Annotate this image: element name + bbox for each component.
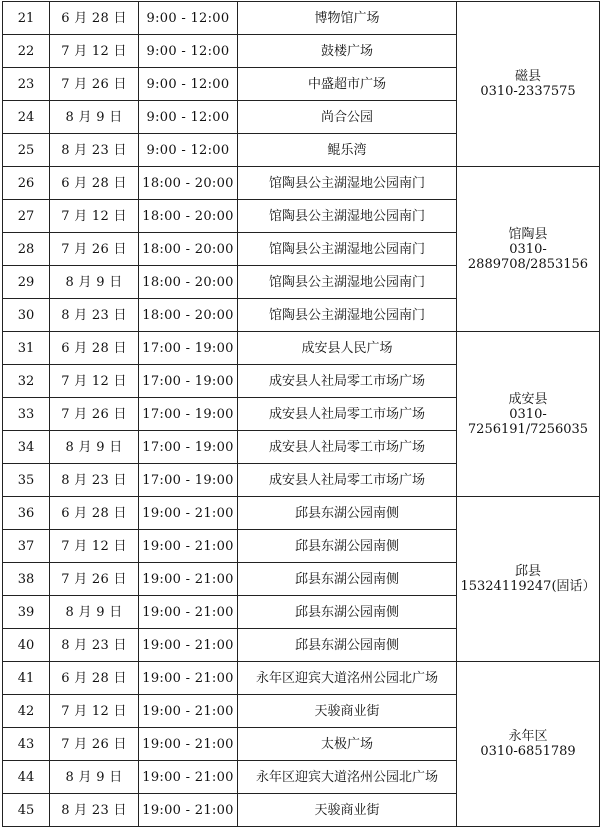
row-date: 8 月 23 日 [50,629,139,662]
row-number: 33 [3,398,50,431]
row-date: 7 月 26 日 [50,68,139,101]
row-time: 17:00 - 19:00 [139,431,238,464]
row-location: 邱县东湖公园南侧 [238,563,457,596]
row-date: 7 月 26 日 [50,233,139,266]
table-row [3,167,600,200]
row-date: 7 月 12 日 [50,365,139,398]
row-time: 17:00 - 19:00 [139,464,238,497]
table-row [3,2,600,35]
table-row [3,662,600,695]
row-location: 天骏商业街 [238,695,457,728]
table-row [3,497,600,530]
schedule-table-body [3,2,600,827]
row-number: 44 [3,761,50,794]
row-date: 6 月 28 日 [50,332,139,365]
contact-cell [457,167,600,332]
contact-county: 馆陶县 [508,226,548,242]
row-location: 永年区迎宾大道洺州公园北广场 [238,662,457,695]
contact-phone: 0310-6851789 [480,744,576,759]
contact-phone: 0310-7256191/7256035 [467,406,589,437]
contact-cell [457,497,600,662]
row-date: 7 月 26 日 [50,728,139,761]
row-number: 34 [3,431,50,464]
row-date: 6 月 28 日 [50,2,139,35]
row-number: 43 [3,728,50,761]
row-date: 8 月 23 日 [50,299,139,332]
schedule-table [2,1,600,827]
row-location: 馆陶县公主湖湿地公园南门 [238,167,457,200]
row-location: 太极广场 [238,728,457,761]
row-location: 鲲乐湾 [238,134,457,167]
row-date: 7 月 12 日 [50,200,139,233]
row-date: 8 月 9 日 [50,431,139,464]
row-number: 42 [3,695,50,728]
row-number: 41 [3,662,50,695]
contact-county: 邱县 [514,564,541,579]
contact-cell [457,662,600,827]
row-time: 19:00 - 21:00 [139,530,238,563]
row-time: 19:00 - 21:00 [139,728,238,761]
row-time: 19:00 - 21:00 [139,563,238,596]
row-location: 成安县人民广场 [238,332,457,365]
row-date: 8 月 9 日 [50,761,139,794]
table-row [3,332,600,365]
row-number: 26 [3,167,50,200]
row-time: 9:00 - 12:00 [139,101,238,134]
row-number: 30 [3,299,50,332]
row-date: 8 月 9 日 [50,596,139,629]
row-time: 19:00 - 21:00 [139,662,238,695]
row-location: 成安县人社局零工市场广场 [238,464,457,497]
row-location: 尚合公园 [238,101,457,134]
row-number: 24 [3,101,50,134]
row-number: 36 [3,497,50,530]
row-date: 6 月 28 日 [50,167,139,200]
row-location: 邱县东湖公园南侧 [238,596,457,629]
contact-phone: 0310-2337575 [480,84,576,99]
contact-county: 磁县 [514,69,541,84]
row-number: 21 [3,2,50,35]
row-time: 9:00 - 12:00 [139,68,238,101]
contact-phone: 0310-2889708/2853156 [467,241,589,272]
contact-cell [457,2,600,167]
row-number: 45 [3,794,50,827]
row-time: 17:00 - 19:00 [139,398,238,431]
row-time: 19:00 - 21:00 [139,695,238,728]
row-date: 8 月 9 日 [50,266,139,299]
row-time: 18:00 - 20:00 [139,299,238,332]
contact-county: 成安县 [508,391,548,407]
row-time: 9:00 - 12:00 [139,35,238,68]
row-date: 7 月 26 日 [50,563,139,596]
row-location: 博物馆广场 [238,2,457,35]
row-location: 馆陶县公主湖湿地公园南门 [238,200,457,233]
row-date: 7 月 12 日 [50,695,139,728]
row-location: 永年区迎宾大道洺州公园北广场 [238,761,457,794]
row-time: 17:00 - 19:00 [139,332,238,365]
row-number: 25 [3,134,50,167]
row-time: 19:00 - 21:00 [139,629,238,662]
row-time: 17:00 - 19:00 [139,365,238,398]
row-time: 19:00 - 21:00 [139,761,238,794]
row-number: 28 [3,233,50,266]
row-number: 32 [3,365,50,398]
row-date: 8 月 23 日 [50,794,139,827]
row-time: 9:00 - 12:00 [139,2,238,35]
row-location: 邱县东湖公园南侧 [238,530,457,563]
row-location: 馆陶县公主湖湿地公园南门 [238,233,457,266]
row-location: 成安县人社局零工市场广场 [238,398,457,431]
row-location: 馆陶县公主湖湿地公园南门 [238,299,457,332]
row-location: 馆陶县公主湖湿地公园南门 [238,266,457,299]
row-number: 38 [3,563,50,596]
row-time: 9:00 - 12:00 [139,134,238,167]
row-date: 6 月 28 日 [50,497,139,530]
row-number: 23 [3,68,50,101]
row-location: 邱县东湖公园南侧 [238,629,457,662]
row-location: 邱县东湖公园南侧 [238,497,457,530]
row-location: 成安县人社局零工市场广场 [238,431,457,464]
row-date: 7 月 26 日 [50,398,139,431]
row-location: 天骏商业街 [238,794,457,827]
row-number: 39 [3,596,50,629]
row-time: 18:00 - 20:00 [139,266,238,299]
row-number: 27 [3,200,50,233]
row-time: 19:00 - 21:00 [139,497,238,530]
row-time: 18:00 - 20:00 [139,200,238,233]
row-time: 18:00 - 20:00 [139,233,238,266]
row-date: 6 月 28 日 [50,662,139,695]
row-date: 8 月 9 日 [50,101,139,134]
row-number: 22 [3,35,50,68]
row-location: 中盛超市广场 [238,68,457,101]
contact-county: 永年区 [508,729,548,744]
row-number: 29 [3,266,50,299]
row-number: 37 [3,530,50,563]
row-date: 7 月 12 日 [50,530,139,563]
row-date: 8 月 23 日 [50,464,139,497]
contact-phone: 15324119247(固话） [460,579,596,594]
row-location: 成安县人社局零工市场广场 [238,365,457,398]
row-date: 8 月 23 日 [50,134,139,167]
row-number: 31 [3,332,50,365]
contact-cell [457,332,600,497]
row-number: 35 [3,464,50,497]
row-time: 19:00 - 21:00 [139,596,238,629]
row-date: 7 月 12 日 [50,35,139,68]
row-time: 19:00 - 21:00 [139,794,238,827]
row-time: 18:00 - 20:00 [139,167,238,200]
row-location: 鼓楼广场 [238,35,457,68]
row-number: 40 [3,629,50,662]
